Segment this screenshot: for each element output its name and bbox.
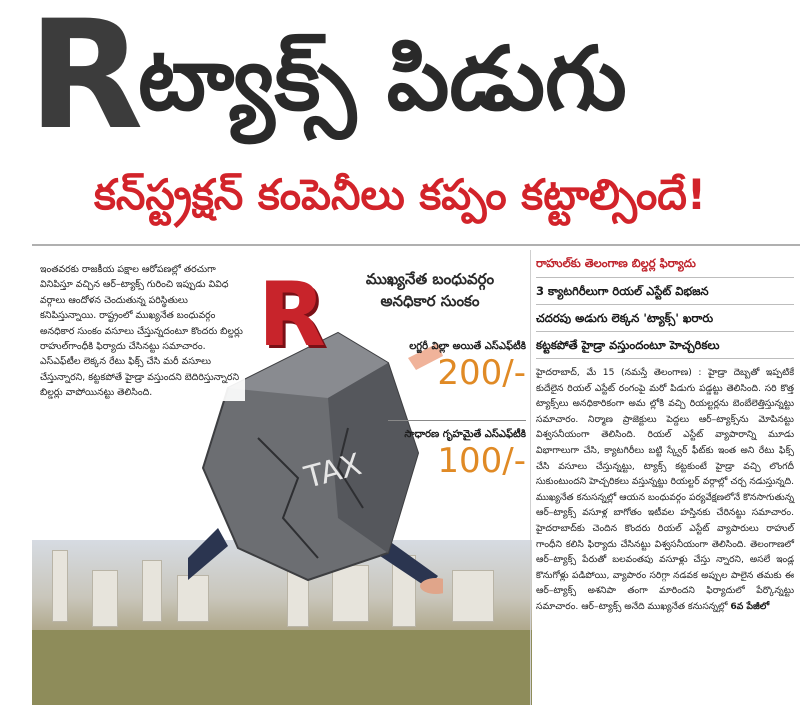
price-luxury-label: లగ్జరీ విల్లా అయితే ఎస్‌ఎఫ్‌టీకి	[409, 341, 526, 352]
divider	[32, 244, 800, 246]
right-column	[536, 253, 794, 615]
price-ordinary	[388, 428, 526, 480]
column-divider	[530, 250, 531, 705]
r-logo: R	[258, 263, 326, 366]
illustration-headline: ముఖ్యనేత బంధువర్గం అనధికార సుంకం	[365, 270, 495, 310]
right-body-text: హైదరాబాద్, మే 15 (నమస్తే తెలంగాణ) : హైడ్రా దెబ్బతో ఇప్పటికే కుదేలైన రియల్ ఎస్టేట్ రంగంపై మరో పిడుగు పడ్డట్టు తెలిసింది. సరి కొత్త ట్యాక్స్‌లు అనధికారికంగా అమ ల్లోకి వచ్చి రియల్టర్లను బెంబేలెత్తిస్తున్నట్టు సమాచారం. నిర్మాణ ప్రాజెక్టులు పెద్దలు ఆర్–ట్యాక్స్‌ను మోపినట్టు విశ్వసనీయంగా తెలిసింది. రియల్ ఎస్టేట్ వ్యాపారాన్ని మూడు విభాగాలుగా చేసి, క్యాటగిరీలు బట్టి స్క్వేర్ ఫీట్‌కు ఇంత అని రేటు ఫిక్స్ చేసి వసూలు చేస్తున్నట్టు, ట్యాక్స్ కట్టకుంటే హైడ్రా వచ్చి లొంగదీ సుకుంటుందని హెచ్చరికలు వస్తున్నట్టు రియల్టర్ వర్గాల్లో చర్చ నడుస్తున్నది. ముఖ్యనేత కనుసన్నల్లో ఆయన బంధువర్గం పర్యవేక్షణలోనే కొనసాగుతున్న ఆర్–ట్యాక్స్ వసూళ్ల బాగోతం ఇటీవల హస్తినకు చేరినట్టు సమాచారం. హైదరాబాద్‌కు చెందిన కొందరు రియల్ ఎస్టేట్ వ్యాపారులు రాహుల్ గాంధీని కలిసి ఫిర్యాదు చేసినట్టు విశ్వసనీయంగా తెలిసింది. తెలంగాణలో ఆర్–ట్యాక్స్ పేరుతో బలవంతపు వసూళ్లు చేస్తు న్నారని, అసలే ఇండ్ల కొనుగోళ్లు పడిపోయి, వ్యాపారం సరిగ్గా నడవక అప్పుల పాలైన తమకు ఈ ఆర్–ట్యాక్స్ అశనిపా తంగా మారిందని ఫిర్యాదులో పేర్కొన్నట్టు సమాచారం. ఆర్‌–ట్యాక్స్ అనేది ముఖ్యనేత కనుసన్నల్లో	[536, 367, 794, 612]
right-kicker: రాహుల్‌కు తెలంగాణ బిల్డర్ల ఫిర్యాదు	[536, 253, 794, 278]
right-body	[536, 365, 794, 615]
price-luxury	[388, 340, 526, 392]
masthead-headline	[0, 0, 800, 163]
right-subhead-3: కట్టకపోతే హైడ్రా వస్తుందంటూ హెచ్చరికలు	[536, 332, 794, 359]
price-ordinary-value: 100/-	[437, 441, 526, 481]
page-reference[interactable]: 6వ పేజీలో	[730, 600, 770, 612]
subheadline: కన్‌స్ట్రక్షన్ కంపెనీలు కప్పం కట్టాల్సిందే!	[93, 170, 707, 219]
headline-letter: R	[28, 0, 140, 163]
rock-label: TAX	[301, 447, 366, 496]
headline-text: ట్యాక్స్ పిడుగు	[138, 27, 627, 130]
price-ordinary-label: సాధారణ గృహమైతే ఎస్‌ఎఫ్‌టీకి	[404, 429, 526, 440]
price-luxury-value: 200/-	[437, 353, 526, 393]
left-column-text: ఇంతవరకు రాజకీయ పక్షాల ఆరోపణల్లో తరచుగా వినిపిస్తూ వచ్చిన ఆర్‌–ట్యాక్స్ గురించి ఇప్పుడు వివిధ వర్గాలు ఆందోళన చెందుతున్న పరిస్థితులు కనిపిస్తున్నాయి. రాష్ట్రంలో ముఖ్యనేత బంధువర్గం అనధికార సుంకం వసూలు చేస్తున్నదంటూ కొందరు బిల్డర్లు రాహుల్‌గాంధీకి ఫిర్యాదు చేసినట్టు సమాచారం. ఎస్‌ఎఫ్‌టీల లెక్కన రేటు ఫిక్స్ చేసి మరీ వసూలు చేస్తున్నారని, కట్టకపోతే హైడ్రా వస్తుందని బెదిరిస్తున్నారని బిల్డర్లు వాపోయినట్టు తెలిసింది.	[40, 262, 245, 401]
right-subhead-2: చదరపు అడుగు లెక్కన 'ట్యాక్స్' ఖరారు	[536, 305, 794, 332]
price-divider	[388, 420, 526, 421]
right-subhead-1: 3 క్యాటగిరీలుగా రియల్ ఎస్టేట్ విభజన	[536, 278, 794, 305]
